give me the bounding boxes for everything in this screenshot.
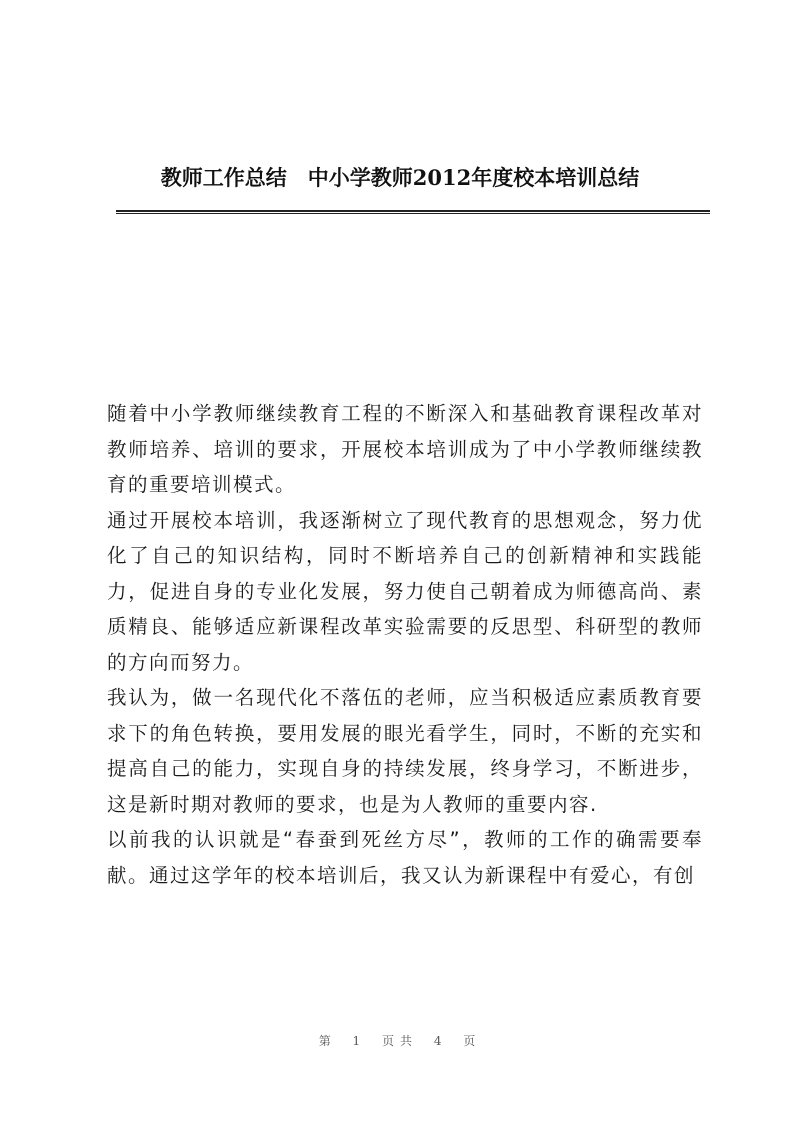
document-title: 教师工作总结 中小学教师2012年度校本培训总结: [160, 165, 640, 190]
page-number-footer: 第 1 页共 4 页: [318, 1034, 482, 1048]
paragraph: 随着中小学教师继续教育工程的不断深入和基础教育课程改革对教师培养、培训的要求，开展校本培训成为了中小学教师继续教育的重要培训模式。: [107, 402, 703, 496]
paragraph: 我认为，做一名现代化不落伍的老师，应当积极适应素质教育要求下的角色转换，要用发展的眼光看学生，同时，不断的充实和提高自己的能力，实现自身的持续发展，终身学习，不断进步，这是新时期对教师的要求，也是为人教师的重要内容.: [107, 686, 703, 816]
title-divider: [116, 210, 710, 214]
document-body: [107, 396, 703, 893]
paragraph: 以前我的认识就是“春蚕到死丝方尽”，教师的工作的确需要奉献。通过这学年的校本培训后，我又认为新课程中有爱心，有创: [107, 828, 703, 887]
paragraph: 通过开展校本培训，我逐渐树立了现代教育的思想观念，努力优化了自己的知识结构，同时不断培养自己的创新精神和实践能力，促进自身的专业化发展，努力使自己朝着成为师德高尚、素质精良、能够适应新课程改革实验需要的反思型、科研型的教师的方向而努力。: [107, 508, 703, 674]
